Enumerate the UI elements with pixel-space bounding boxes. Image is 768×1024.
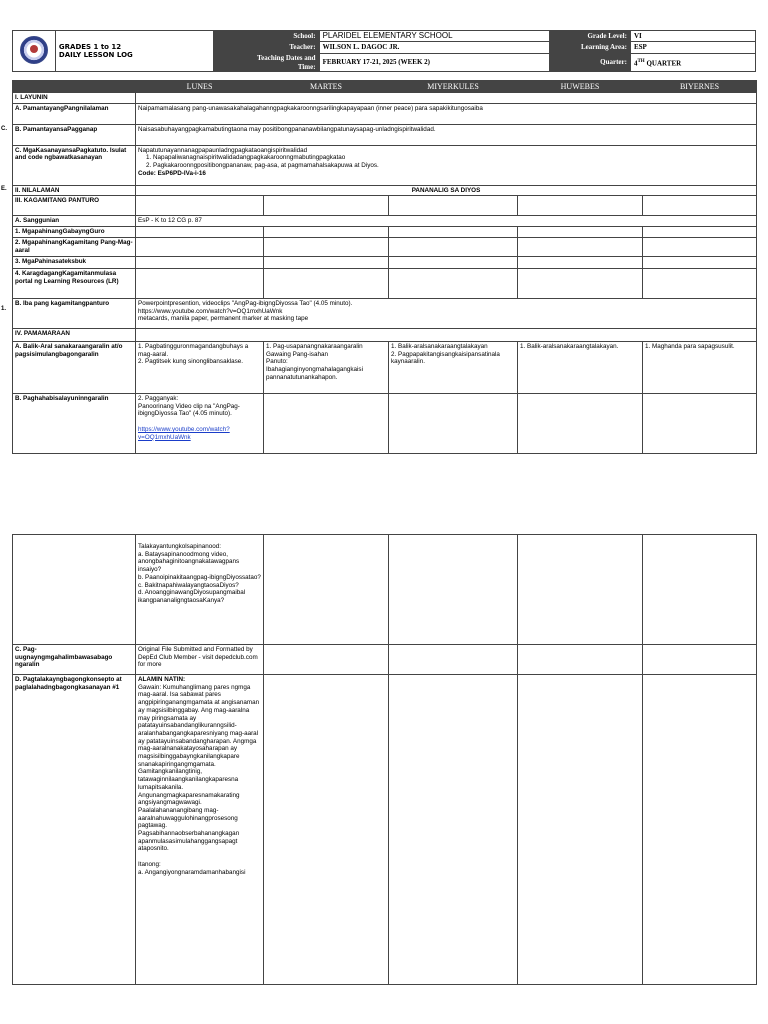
- pag-uugnay-label: C. Pag-uugnayngmgahalimbawasabago ngaralin: [13, 645, 136, 675]
- gabay-miyerkules: [389, 227, 518, 238]
- video-link[interactable]: https://www.youtube.com/watch?v=OQ1mxhUaWnk: [138, 425, 230, 441]
- pamantayan-pagganap-label: B. PamantayansaPagganap: [13, 124, 136, 145]
- pagtalakay-line-0: Gawain: Kumuhanglimang pares ngmga mag-aaral. Isa sabawat pares angpipiringanangmgamata at angisanaman ay magsisilbinggabay. Ang mag-aaralna may piringsamata ay patatayuinsabandanglikuranngsilid-aralanhabangangkaparesniyang mag-aaral ay patatayuinsabandangharapan. Angmga mag-aaralnanakatayosaharapan ay magsisilbinggabayngkanilangkapare snanakapiringangmgamata. Gamitangkanilangtinig, tatawaginnilaangkanilangkaparesna lumapitsakanila. Angunangmagkaparesnamakarating angsiyangmagwawagi. Paalalahananangibang mag-aaralnahuwaggulohinangprosesong pagtawag. Pagsabihannaobserbahanangkagan apanmulasasimulahanggangsapagt ataposnito.: [138, 683, 260, 853]
- balik-aral-miyerkules: [389, 341, 518, 393]
- paghahabi-lunes: [136, 393, 264, 453]
- iba-kagamitan-line3: metacards, manila paper, permanent marker at masking tape: [138, 315, 309, 323]
- pagtalakay-huwebes: [518, 675, 643, 985]
- talakayan-huwebes: [518, 535, 643, 645]
- pag-uugnay-huwebes: [518, 645, 643, 675]
- nilalaman-text: PANANALIG SA DIYOS: [136, 185, 757, 196]
- pamantayang-nilalaman-text: Naipamamalasang pang-unawasakahalagahanngpagkakaroonngsarilingkapayapaan (inner peace) para sapakikitungosaiba: [136, 103, 757, 124]
- form-title: [55, 31, 214, 72]
- talakayan-spacer: [138, 536, 261, 543]
- karagdagang-kagamitan-label: 4. KaragdagangKagamitanmulasa portal ng Learning Resources (LR): [13, 268, 136, 298]
- pagtalakay-label: D. Pagtalakayngbagongkonsepto at paglalahadngbagongkasanayan #1: [13, 675, 136, 985]
- mag-aaral-miyerkules: [389, 237, 518, 256]
- pag-uugnay-biyernes: [643, 645, 757, 675]
- kagamitang-mag-aaral-label: 2. MgapahinangKagamitang Pang-Mag-aaral: [13, 237, 136, 256]
- kagamitan-label: III. KAGAMITANG PANTURO: [13, 196, 136, 216]
- talakayan-line-3: c. BakitnapahiwalayangtaosaDiyos?: [138, 581, 239, 589]
- karagdagang-biyernes: [643, 268, 757, 298]
- edge-mark-1: 1.: [1, 306, 7, 312]
- layunin-section: I. LAYUNIN: [13, 93, 136, 104]
- balik-aral-biyernes: 1. Maghanda para sapagsusulit.: [643, 341, 757, 393]
- paghahabi-line1: 2. Pagganyak:: [138, 394, 179, 402]
- balik-aral-miyerkules-2: 2. Pagpapakitangisangkaisipansatinala kaynaaralin.: [391, 350, 500, 366]
- talakayan-biyernes: [643, 535, 757, 645]
- kasanayan-label: C. MgaKasanayansaPagkatuto. Isulat and code ngbawatkasanayan: [13, 145, 136, 185]
- talakayan-label: [13, 535, 136, 645]
- pagtalakay-miyerkules: [389, 675, 518, 985]
- teacher-value: WILSON L. DAGOC JR.: [319, 42, 549, 53]
- pag-uugnay-lunes: Original File Submitted and Formatted by DepEd Club Member - visit depedclub.com for more: [136, 645, 264, 675]
- day-header-biyernes: BIYERNES: [643, 81, 757, 93]
- talakayan-line-4: d. AnoangginawangDiyosupangmaibal ikangpananaligngtaosaKanya?: [138, 589, 246, 604]
- balik-aral-lunes-2: 2. Pagtitsek kung sinonglibansaklase.: [138, 358, 244, 366]
- learning-area-value: ESP: [630, 42, 755, 53]
- kagamitan-lunes: [136, 196, 264, 216]
- kagamitan-martes: [264, 196, 389, 216]
- mag-aaral-biyernes: [643, 237, 757, 256]
- quarter-number: 4: [633, 58, 638, 67]
- pamamaraan-span: [136, 328, 757, 341]
- mag-aaral-lunes: [136, 237, 264, 256]
- kasanayan-item-2: 2. Pagkakaroonngpositibongpananaw, pag-asa, at pagmamahalsakapuwa at Diyos.: [146, 162, 379, 170]
- teksbuk-label: 3. MgaPahinasateksbuk: [13, 256, 136, 268]
- day-header-blank: [13, 81, 136, 93]
- pag-uugnay-miyerkules: [389, 645, 518, 675]
- lesson-log-table: [12, 80, 757, 454]
- nilalaman-label: II. NILALAMAN: [13, 185, 136, 196]
- pagtalakay-line-1: [138, 853, 261, 861]
- talakayan-line-0: Talakayantungkolsapinanood:: [138, 543, 221, 550]
- mag-aaral-huwebes: [518, 237, 643, 256]
- kasanayan-item-1: 1. Napapaliwanagnaispiritwalidadangpagkakaroonngmabutingpagkatao: [146, 154, 346, 162]
- quarter-label: Quarter:: [549, 53, 630, 71]
- grade-level-value: VI: [630, 31, 755, 42]
- karagdagang-martes: [264, 268, 389, 298]
- pamantayan-pagganap-text: Naisasabuhayangpagkamabutingtaona may positibongpananawbilangpatunaysapag-unladngispiritwalidad.: [136, 124, 757, 145]
- school-label: School:: [214, 31, 319, 42]
- mag-aaral-martes: [264, 237, 389, 256]
- grade-level-label: Grade Level:: [549, 31, 630, 42]
- pagtalakay-martes: [264, 675, 389, 985]
- paghahabi-miyerkules: [389, 393, 518, 453]
- alamin-natin-heading: ALAMIN NATIN:: [138, 676, 186, 683]
- paghahabi-label: B. Paghahabisalayuninngaralin: [13, 393, 136, 453]
- talakayan-miyerkules: [389, 535, 518, 645]
- talakayan-lunes: [136, 535, 264, 645]
- teaching-time-label: Time:: [214, 62, 319, 71]
- deped-seal-cell: [13, 31, 56, 72]
- kagamitan-biyernes: [643, 196, 757, 216]
- pagtalakay-biyernes: [643, 675, 757, 985]
- paghahabi-biyernes: [643, 393, 757, 453]
- kasanayan-code: Code: EsP6PD-IVa-i-16: [138, 169, 206, 177]
- teksbuk-martes: [264, 256, 389, 268]
- kagamitan-huwebes: [518, 196, 643, 216]
- layunin-span: [136, 93, 757, 104]
- teksbuk-huwebes: [518, 256, 643, 268]
- teksbuk-lunes: [136, 256, 264, 268]
- talakayan-martes: [264, 535, 389, 645]
- iba-kagamitan-line2: https://www.youtube.com/watch?v=OQ1mxhUaWnk: [138, 307, 283, 315]
- balik-aral-martes-3: Panuto: Ibahagianginyongmahalagangkaisi pannanatutunankahapon.: [266, 358, 363, 381]
- balik-aral-lunes-1: 1. Pagbatingguronmagandangbuhays a mag-aaral.: [138, 342, 249, 358]
- paghahabi-martes: [264, 393, 389, 453]
- balik-aral-martes-1: 1. Pag-usapanangnakaraangaralin: [266, 342, 363, 350]
- kasanayan-intro: Napatutunayannanagpapaunladngpagkataoangispiritwalidad: [138, 146, 308, 154]
- iba-kagamitan-cell: [136, 298, 757, 328]
- day-header-miyerkules: MIYERKULES: [389, 81, 518, 93]
- pagtalakay-line-3: a. Angangiyongnaramdamanhabangisi: [138, 868, 246, 876]
- quarter-suffix: TH: [637, 58, 645, 64]
- deped-seal-logo: [20, 36, 48, 64]
- talakayan-line-1: a. Bataysapinanoodmong video, anongbahaginitoangnakatawagpans insaiyo?: [138, 550, 240, 574]
- balik-aral-martes: [264, 341, 389, 393]
- day-header-lunes: LUNES: [136, 81, 264, 93]
- form-title-line1: GRADES 1 to 12: [58, 43, 122, 51]
- lesson-log-table-page2: [12, 534, 757, 985]
- edge-mark-e: E.: [1, 186, 7, 192]
- karagdagang-lunes: [136, 268, 264, 298]
- sanggunian-text: EsP - K to 12 CG p. 87: [136, 216, 757, 227]
- gabay-label: 1. MgapahinangGabayngGuro: [13, 227, 136, 238]
- teaching-dates-value: FEBRUARY 17-21, 2025 (WEEK 2): [319, 53, 549, 71]
- pag-uugnay-martes: [264, 645, 389, 675]
- teacher-label: Teacher:: [214, 42, 319, 53]
- form-title-line2: DAILY LESSON LOG: [58, 51, 133, 59]
- karagdagang-miyerkules: [389, 268, 518, 298]
- balik-aral-label: A. Balik-Aral sanakaraangaralin at/o pagsisimulangbagongaralin: [13, 341, 136, 393]
- gabay-lunes: [136, 227, 264, 238]
- karagdagang-huwebes: [518, 268, 643, 298]
- teksbuk-biyernes: [643, 256, 757, 268]
- header-table: [12, 30, 756, 72]
- paghahabi-huwebes: [518, 393, 643, 453]
- gabay-huwebes: [518, 227, 643, 238]
- balik-aral-martes-2: Gawaing Pang-isahan: [266, 350, 328, 358]
- talakayan-line-2: b. Paanoipinakitaangpag-ibigngDiyossatao?: [138, 573, 261, 581]
- sanggunian-label: A. Sanggunian: [13, 216, 136, 227]
- kagamitan-miyerkules: [389, 196, 518, 216]
- gabay-biyernes: [643, 227, 757, 238]
- teaching-dates-label: Teaching Dates and: [214, 53, 319, 62]
- kasanayan-cell: [136, 145, 757, 185]
- balik-aral-lunes: [136, 341, 264, 393]
- quarter-value: [630, 53, 755, 71]
- paghahabi-spacer: [138, 418, 261, 426]
- pagtalakay-lunes: [136, 675, 264, 985]
- quarter-word: QUARTER: [644, 58, 682, 67]
- gabay-martes: [264, 227, 389, 238]
- day-header-martes: MARTES: [264, 81, 389, 93]
- day-header-huwebes: HUWEBES: [518, 81, 643, 93]
- iba-kagamitan-label: B. Iba pang kagamitangpanturo: [13, 298, 136, 328]
- edge-mark-c: C.: [1, 126, 7, 132]
- balik-aral-miyerkules-1: 1. Balik-aralsanakaraangtalakayan: [391, 342, 488, 350]
- learning-area-label: Learning Area:: [549, 42, 630, 53]
- pagtalakay-line-2: Itanong:: [138, 861, 161, 869]
- iba-kagamitan-line1: Powerpointpresention, videoclips "AngPag-ibigngDiyossa Tao" (4.05 minuto).: [138, 299, 353, 307]
- teksbuk-miyerkules: [389, 256, 518, 268]
- pamantayang-nilalaman-label: A. PamantayangPangnilalaman: [13, 103, 136, 124]
- pamamaraan-label: IV. PAMAMARAAN: [13, 328, 136, 341]
- school-value: PLARIDEL ELEMENTARY SCHOOL: [319, 31, 549, 42]
- balik-aral-huwebes: 1. Balik-aralsanakaraangtalakayan.: [518, 341, 643, 393]
- paghahabi-line2: Panoorinang Video clip na "AngPag-ibigngDiyossa Tao" (4.05 minuto).: [138, 402, 240, 418]
